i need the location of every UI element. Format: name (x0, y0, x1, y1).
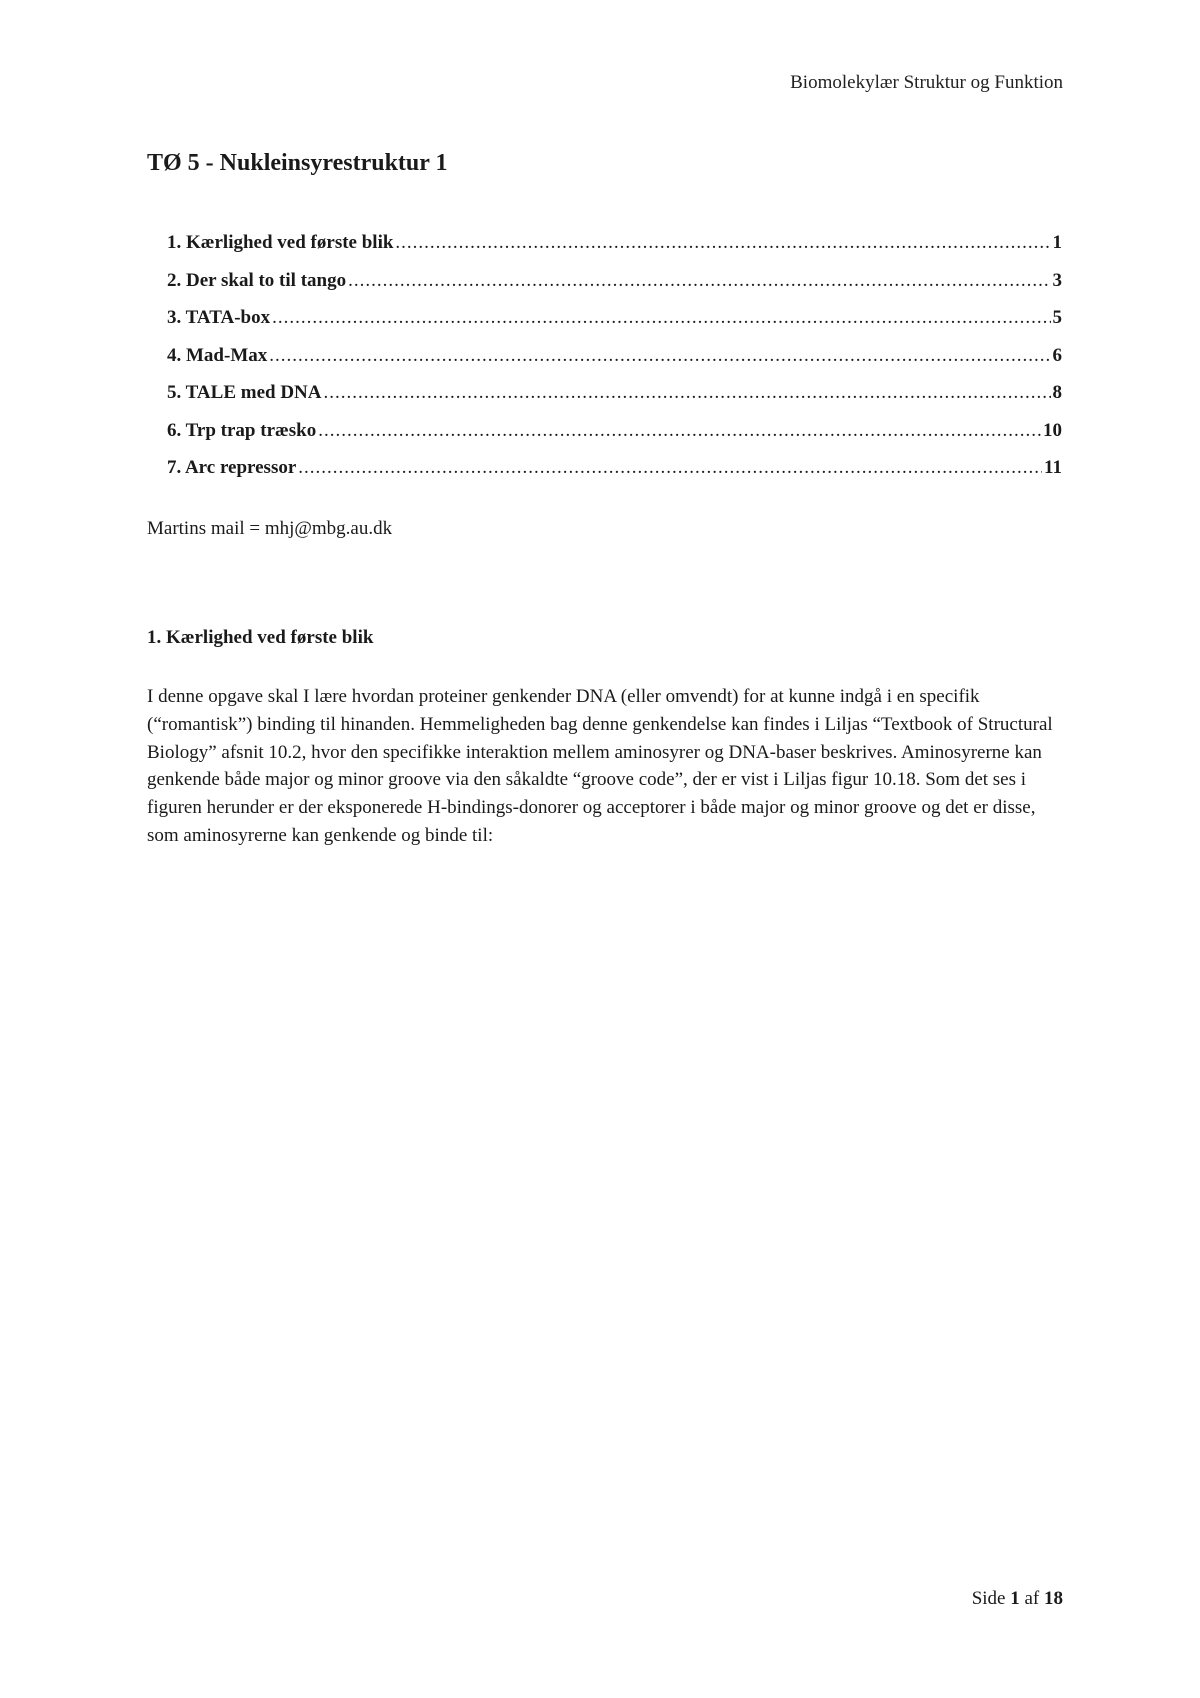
toc-entry-page: 1 (1052, 232, 1062, 253)
footer-total-pages: 18 (1044, 1588, 1063, 1609)
toc-dot-leader (323, 382, 1050, 404)
toc-dot-leader (272, 307, 1050, 329)
contact-mail-line: Martins mail = mhj@mbg.au.dk (147, 518, 393, 539)
toc-entry[interactable] (167, 307, 1062, 345)
toc-entry-page: 8 (1052, 382, 1062, 403)
toc-dot-leader (269, 345, 1050, 367)
document-title: TØ 5 - Nukleinsyrestruktur 1 (147, 150, 448, 176)
toc-entry-label: 7. Arc repressor (167, 457, 297, 478)
body-paragraph: I denne opgave skal I lære hvordan proteiner genkender DNA (eller omvendt) for at kunne indgå i en specifik (“romantisk”) binding til hinanden. Hemmeligheden bag denne genkendelse kan findes i Liljas “Textbook of Structural Biology” afsnit 10.2, hvor den specifikke interaktion mellem aminosyrer og DNA-baser beskrives. Aminosyrerne kan genkende både major og minor groove via den såkaldte “groove code”, der er vist i Liljas figur 10.18. Som det ses i figuren herunder er der eksponerede H-bindings-donorer og acceptorer i både major og minor groove og det er disse, som aminosyrerne kan genkende og binde til: (147, 686, 1053, 846)
footer-of-word: af (1024, 1588, 1040, 1609)
toc-dot-leader (348, 270, 1050, 292)
toc-entry-label: 1. Kærlighed ved første blik (167, 232, 394, 253)
toc-entry[interactable] (167, 457, 1062, 495)
page-footer (972, 1588, 1063, 1610)
toc-entry-label: 4. Mad-Max (167, 344, 268, 366)
toc-entry[interactable] (167, 232, 1062, 270)
toc-entry-page: 5 (1052, 307, 1062, 328)
toc-entry-label: 5. TALE med DNA (167, 382, 322, 403)
toc-entry-page: 6 (1052, 344, 1062, 366)
toc-entry[interactable] (167, 382, 1062, 420)
toc-entry-page: 3 (1052, 269, 1062, 291)
toc-entry-page: 10 (1043, 419, 1062, 441)
footer-current-page: 1 (1010, 1588, 1020, 1609)
toc-dot-leader (395, 232, 1050, 254)
toc-dot-leader (298, 457, 1042, 479)
toc-entry-label: 2. Der skal to til tango (167, 269, 347, 291)
table-of-contents (167, 232, 1062, 495)
toc-dot-leader (318, 420, 1041, 442)
toc-entry[interactable] (167, 270, 1062, 308)
toc-entry[interactable] (167, 420, 1062, 458)
toc-entry-label: 6. Trp trap træsko (167, 419, 317, 441)
toc-entry-label: 3. TATA-box (167, 307, 271, 328)
toc-entry[interactable] (167, 345, 1062, 383)
toc-entry-page: 11 (1044, 457, 1062, 478)
footer-side-word: Side (971, 1588, 1006, 1609)
running-header: Biomolekylær Struktur og Funktion (790, 72, 1063, 93)
section-heading: 1. Kærlighed ved første blik (147, 627, 374, 648)
